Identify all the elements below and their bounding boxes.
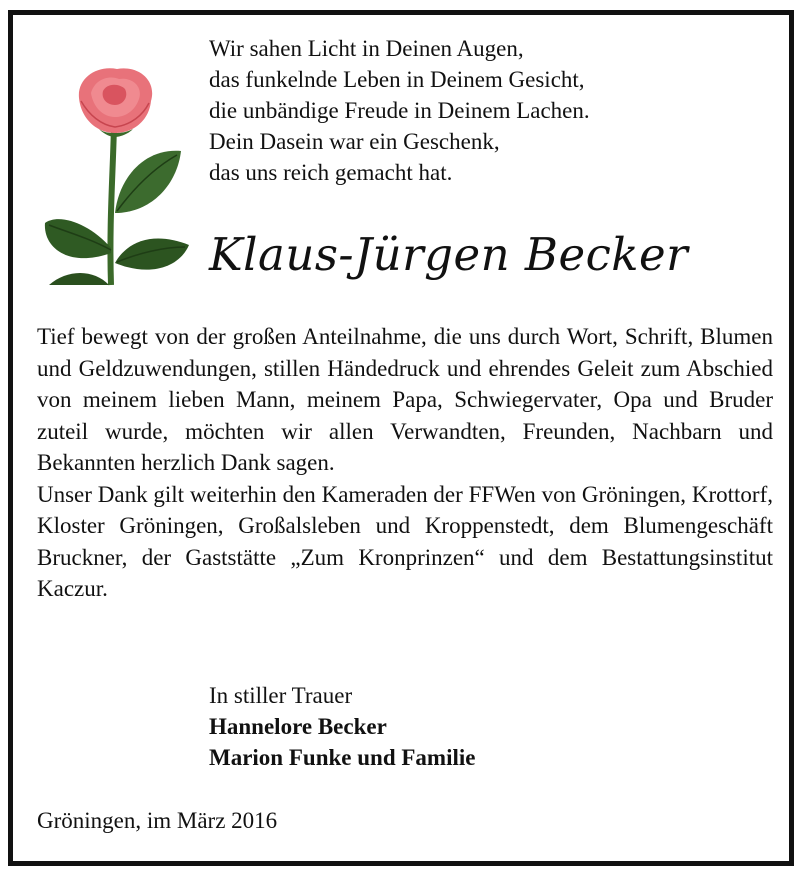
thanks-paragraph-1: Tief bewegt von der großen Anteilnahme, die uns durch Wort, Schrift, Blumen und Geldzuwendungen, stillen Händedruck und ehrendes Geleit zum Abschied von meinem lieben Mann, meinem Papa, Schwiegervater, Opa und Bruder zuteil wurde, möchten wir allen Verwandten, Freunden, Nachbarn und Bekannten herzlich Dank sagen. <box>37 324 773 475</box>
poem-line: Dein Dasein war ein Geschenk, <box>209 129 500 154</box>
poem-line: das uns reich gemacht hat. <box>209 160 453 185</box>
obituary-notice <box>8 10 794 866</box>
mourner-name: Hannelore Becker <box>209 714 387 739</box>
rose-icon <box>39 63 189 288</box>
poem-line: das funkelnde Leben in Deinem Gesicht, <box>209 67 585 92</box>
place-date: Gröningen, im März 2016 <box>37 808 278 833</box>
mourning-intro: In stiller Trauer <box>209 683 353 708</box>
memorial-poem <box>209 33 590 188</box>
thanks-text <box>37 321 773 605</box>
deceased-name: Klaus-Jürgen Becker <box>209 228 689 281</box>
mourner-name: Marion Funke und Familie <box>209 745 476 770</box>
poem-line: Wir sahen Licht in Deinen Augen, <box>209 36 524 61</box>
mourners-block <box>209 680 475 773</box>
thanks-paragraph-2: Unser Dank gilt weiterhin den Kameraden der FFWen von Gröningen, Krottorf, Kloster Gröningen, Großalsleben und Kroppenstedt, dem Blumengeschäft Bruckner, der Gaststätte „Zum Kronprinzen“ und dem Bestattungsinstitut Kaczur. <box>37 481 773 601</box>
poem-line: die unbändige Freude in Deinem Lachen. <box>209 98 590 123</box>
